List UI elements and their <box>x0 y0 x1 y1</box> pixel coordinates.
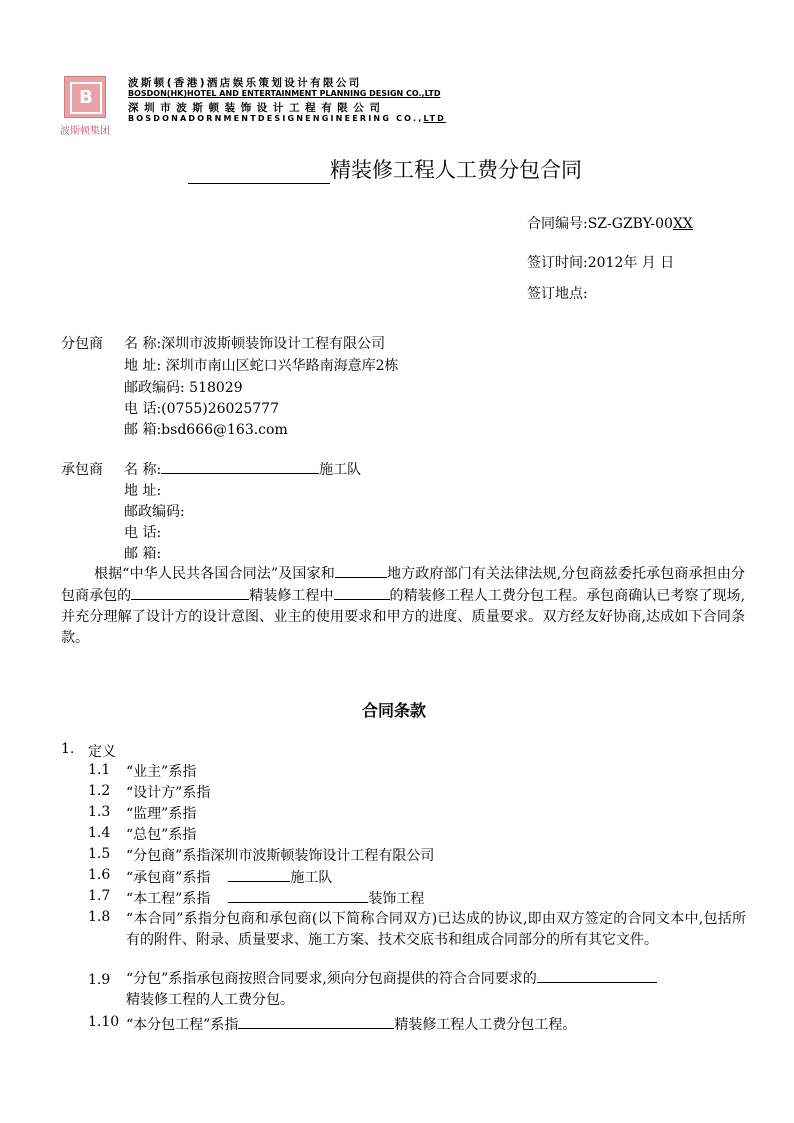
subcontractor-address: 地 址: 深圳市南山区蛇口兴华路南海意库2栋 <box>124 358 399 374</box>
clause-1-title: 定义 <box>88 744 116 760</box>
company-logo: B <box>64 76 106 118</box>
subcontractor-postcode: 邮政编码: 518029 <box>124 380 243 396</box>
clause-text: “本工程”系指 装饰工程 <box>126 888 746 910</box>
clause-number: 1.2 <box>88 783 111 799</box>
clause-text: “分包”系指承包商按照合同要求,须向分包商提供的符合合同要求的 精装修工程的人工费分包。 <box>126 968 746 1011</box>
clause-number: 1.5 <box>88 846 111 862</box>
contractor-email: 邮 箱: <box>124 546 162 562</box>
subcontractor-phone: 电 话:(0755)26025777 <box>124 401 279 417</box>
contractor-postcode: 邮政编码: <box>124 504 185 520</box>
subcontractor-name: 名 称:深圳市波斯顿装饰设计工程有限公司 <box>124 336 386 352</box>
clause-text: “业主”系指 <box>126 764 197 780</box>
document-title: 精装修工程人工费分包合同 <box>188 154 582 184</box>
clause-text: “本分包工程”系指 精装修工程人工费分包工程。 <box>126 1014 746 1036</box>
clause-number: 1.3 <box>88 804 111 820</box>
clause-text: “本合同”系指分包商和承包商(以下简称合同双方)已达成的协议,即由双方签定的合同文本中,包括所有的附件、附录、质量要求、施工方案、技术交底书和组成合同部分的所有其它文件。 <box>126 911 746 948</box>
sign-place: 签订地点: <box>527 286 588 302</box>
intro-paragraph: 根据“中华人民共各国合同法”及国家和 地方政府部门有关法律法规,分包商兹委托承包商承担由分包商承包的 精装修工程中 的精装修工程人工费分包工程。承包商确认已考察了现场,并充分理解了设计方的设计意图、业主的使用要求和甲方的进度、质量要求。双方经友好协商,达成如下合同条款。 <box>61 563 745 649</box>
clause-text: “监理”系指 <box>126 806 197 822</box>
logo-caption: 波斯顿集团 <box>60 126 110 137</box>
title-blank <box>188 161 330 184</box>
clause-number: 1.10 <box>88 1014 120 1030</box>
contract-number: 合同编号:SZ-GZBY-00XX <box>527 216 693 232</box>
company-name-hk-en: BOSDON(HK)HOTEL AND ENTERTAINMENT PLANNING DESIGN CO.,LTD <box>128 89 441 98</box>
clause-1-number: 1. <box>61 741 75 757</box>
subcontractor-email: 邮 箱:bsd666@163.com <box>124 422 288 438</box>
company-name-hk-cn: 波斯顿(香港)酒店娱乐策划设计有限公司 <box>128 77 362 89</box>
contractor-name: 名 称: 施工队 <box>124 459 361 479</box>
clause-number: 1.1 <box>88 762 111 778</box>
company-name-sz-en: BOSDONADORNMENTDESIGNENGINEERING CO.,LTD <box>128 114 446 123</box>
clause-number: 1.6 <box>88 867 111 883</box>
sign-time: 签订时间:2012年 月 日 <box>527 255 675 271</box>
company-name-sz-cn: 深圳市波斯顿装饰设计工程有限公司 <box>128 102 386 114</box>
subcontractor-role: 分包商 <box>61 336 103 352</box>
clause-number: 1.8 <box>88 909 111 925</box>
clause-number: 1.9 <box>88 972 111 988</box>
clause-number: 1.7 <box>88 888 111 904</box>
contractor-phone: 电 话: <box>124 525 162 541</box>
clause-text: “设计方”系指 <box>126 785 211 801</box>
contractor-address: 地 址: <box>124 483 162 499</box>
contractor-role: 承包商 <box>61 462 103 478</box>
clause-text: “分包商”系指深圳市波斯顿装饰设计工程有限公司 <box>126 848 435 864</box>
contractor-name-blank <box>161 459 319 474</box>
section-title: 合同条款 <box>362 701 427 720</box>
clause-text: “总包”系指 <box>126 827 197 843</box>
clause-text: “承包商”系指 施工队 <box>126 867 746 889</box>
clause-number: 1.4 <box>88 825 111 841</box>
